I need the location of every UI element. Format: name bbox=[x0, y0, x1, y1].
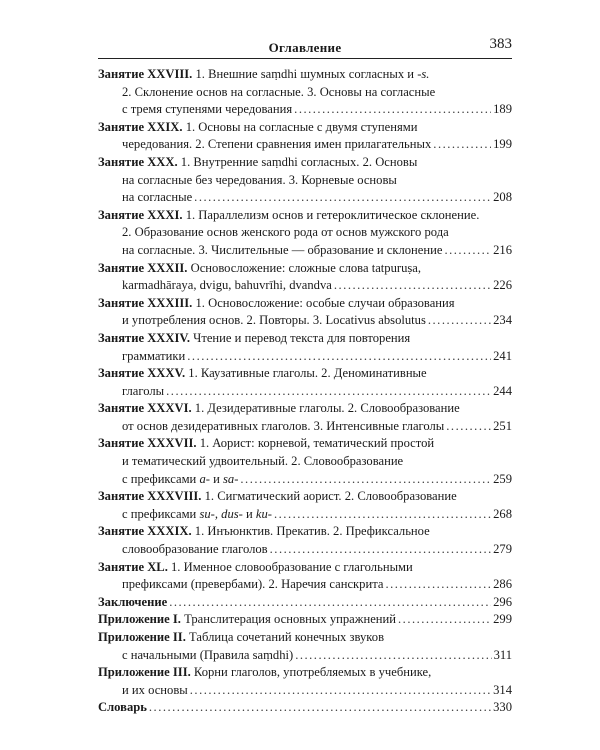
leader-dots bbox=[240, 471, 491, 489]
toc-entry[interactable] bbox=[98, 330, 512, 365]
leader-dots bbox=[194, 189, 491, 207]
toc-entry-line-text: словообразование глаголов bbox=[122, 542, 268, 557]
toc-entry-line bbox=[98, 84, 512, 102]
toc-entry-text bbox=[98, 699, 147, 717]
toc-entry-line bbox=[98, 682, 512, 700]
toc-entry-line bbox=[98, 295, 512, 313]
toc-entry[interactable] bbox=[98, 435, 512, 488]
toc-entry[interactable] bbox=[98, 207, 512, 260]
toc-entry-text bbox=[122, 101, 292, 119]
toc-entry-page: 259 bbox=[493, 471, 512, 486]
toc-entry-text bbox=[98, 295, 455, 313]
toc-entry-line-text: Транслитерация основных упражнений bbox=[184, 612, 397, 627]
toc-entry-label: Занятие XXXII. bbox=[98, 260, 188, 275]
toc-entry-text bbox=[122, 312, 426, 330]
toc-entry-line-text: 1. Основы на согласные с двумя ступенями bbox=[185, 119, 418, 134]
toc-entry-text bbox=[122, 189, 192, 207]
toc-entry[interactable] bbox=[98, 594, 512, 612]
toc-entry-line-text: 1. Основосложение: особые случаи образования bbox=[195, 295, 455, 310]
toc-entry-line bbox=[98, 506, 512, 524]
toc-entry-line-text: 1. Инъюнктив. Прекатив. 2. Префиксальное bbox=[194, 524, 430, 539]
toc-entry-label: Занятие XXVIII. bbox=[98, 67, 193, 81]
toc-entry-label: Занятие XXXIX. bbox=[98, 524, 192, 539]
toc-entry-page: 296 bbox=[493, 594, 512, 609]
toc-entry[interactable] bbox=[98, 295, 512, 330]
toc-entry-line-text: 1. Сигматический аорист. 2. Словообразование bbox=[204, 489, 457, 504]
leader-dots bbox=[274, 506, 491, 524]
toc-entry-text bbox=[122, 172, 397, 190]
toc-entry-label: Занятие XXXVIII. bbox=[98, 489, 202, 504]
toc-entry-line-text: глаголы bbox=[122, 383, 165, 398]
toc-entry-text bbox=[98, 400, 460, 418]
toc-entry[interactable] bbox=[98, 559, 512, 594]
toc-entry-line-text: 1. Дезидеративные глаголы. 2. Словообразование bbox=[194, 401, 460, 416]
toc-entry-line-text: на согласные без чередования. 3. Корневые основы bbox=[122, 172, 397, 187]
toc-entry-text bbox=[122, 506, 272, 524]
toc-entry-line-text: 1. Внешние saṃdhi шумных согласных и -s. bbox=[195, 67, 430, 81]
toc-entry-page: 251 bbox=[493, 418, 512, 433]
toc-entry-line bbox=[98, 611, 512, 629]
toc-entry-text bbox=[122, 576, 383, 594]
toc-entry-text bbox=[122, 277, 332, 295]
toc-entry-text bbox=[98, 594, 167, 612]
toc-entry-text bbox=[122, 383, 164, 401]
toc-entry-page: 234 bbox=[493, 313, 512, 328]
toc-entry-text bbox=[122, 136, 431, 154]
toc-entry-line bbox=[98, 647, 512, 665]
toc-entry-text bbox=[122, 418, 444, 436]
toc-entry-page: 314 bbox=[493, 682, 512, 697]
toc-entry-line-text: 1. Аорист: корневой, тематический простой bbox=[199, 436, 435, 451]
toc-entry-line-text: и их основы bbox=[122, 682, 188, 697]
toc-entry-line bbox=[98, 576, 512, 594]
toc-entry-label: Занятие XXIX. bbox=[98, 119, 183, 134]
toc-entry-line-text: 2. Склонение основ на согласные. 3. Основы на согласные bbox=[122, 84, 436, 99]
toc-entry-line bbox=[98, 312, 512, 330]
toc-entry-text bbox=[98, 207, 479, 225]
toc-entry-line-text: на согласные bbox=[122, 190, 193, 205]
toc-entry-line-text: с префиксами a- и sa- bbox=[122, 471, 239, 486]
toc-entry-line bbox=[98, 207, 512, 225]
toc-entry-text bbox=[98, 330, 410, 348]
toc-entry-page: 244 bbox=[493, 383, 512, 398]
toc-entry-text bbox=[122, 242, 442, 260]
toc-entry-page: 286 bbox=[493, 577, 512, 592]
leader-dots bbox=[169, 594, 491, 612]
toc-entry-line-text: грамматики bbox=[122, 348, 186, 363]
toc-entry-line-text: Корни глаголов, употребляемых в учебнике, bbox=[193, 665, 432, 680]
toc-entry-line bbox=[98, 365, 512, 383]
toc-entry-line bbox=[98, 189, 512, 207]
toc-entry-line bbox=[98, 119, 512, 137]
toc-entry-text bbox=[122, 224, 449, 242]
leader-dots bbox=[166, 383, 491, 401]
toc-entry-line bbox=[98, 435, 512, 453]
toc-entry-label: Занятие XXXVII. bbox=[98, 436, 197, 451]
toc-entry-line bbox=[98, 172, 512, 190]
toc-entry[interactable] bbox=[98, 154, 512, 207]
leader-dots bbox=[428, 312, 491, 330]
toc-entry[interactable] bbox=[98, 699, 512, 717]
toc-entry[interactable] bbox=[98, 365, 512, 400]
toc-entry[interactable] bbox=[98, 629, 512, 664]
toc-entry-line-text: Чтение и перевод текста для повторения bbox=[193, 330, 411, 345]
toc-entry-line-text: на согласные. 3. Числительные — образование и склонение bbox=[122, 242, 443, 257]
table-of-contents bbox=[98, 66, 512, 717]
toc-entry-text bbox=[98, 435, 434, 453]
leader-dots bbox=[385, 576, 491, 594]
toc-entry-text bbox=[122, 84, 435, 102]
toc-entry-label: Занятие XXXVI. bbox=[98, 401, 192, 416]
toc-entry-label: Приложение II. bbox=[98, 630, 186, 644]
toc-entry-line bbox=[98, 400, 512, 418]
toc-entry-text bbox=[98, 611, 396, 629]
toc-entry-line bbox=[98, 418, 512, 436]
toc-entry-page: 189 bbox=[493, 102, 512, 117]
toc-entry-line bbox=[98, 523, 512, 541]
toc-entry-text bbox=[122, 647, 293, 665]
toc-entry-line-text: чередования. 2. Степени сравнения имен прилагательных bbox=[122, 137, 432, 152]
toc-entry-line bbox=[98, 348, 512, 366]
leader-dots bbox=[190, 682, 491, 700]
toc-entry-text bbox=[98, 629, 384, 647]
toc-entry-line bbox=[98, 242, 512, 260]
toc-entry[interactable] bbox=[98, 523, 512, 558]
leader-dots bbox=[334, 277, 491, 295]
toc-entry-line-text: 1. Каузативные глаголы. 2. Деноминативные bbox=[188, 366, 427, 381]
toc-entry-line bbox=[98, 66, 512, 84]
leader-dots bbox=[433, 136, 491, 154]
leader-dots bbox=[187, 348, 491, 366]
toc-entry-line bbox=[98, 154, 512, 172]
toc-entry-text bbox=[98, 488, 457, 506]
toc-entry[interactable] bbox=[98, 400, 512, 435]
leader-dots bbox=[446, 418, 491, 436]
toc-entry-line-text: 2. Образование основ женского рода от основ мужского рода bbox=[122, 225, 449, 240]
toc-entry-line bbox=[98, 541, 512, 559]
toc-entry-line-text: Основосложение: сложные слова tatpuruṣa, bbox=[190, 260, 422, 275]
toc-entry-line-text: Таблица сочетаний конечных звуков bbox=[189, 630, 385, 644]
toc-entry-label: Занятие XXXIV. bbox=[98, 330, 190, 345]
toc-entry-line-text: и тематический удвоительный. 2. Словообразование bbox=[122, 454, 404, 469]
toc-entry-line bbox=[98, 277, 512, 295]
leader-dots bbox=[398, 611, 491, 629]
toc-entry[interactable] bbox=[98, 119, 512, 154]
leader-dots bbox=[444, 242, 491, 260]
running-header bbox=[98, 38, 512, 59]
toc-entry-line bbox=[98, 136, 512, 154]
toc-entry-line-text: karmadhāraya, dvigu, bahuvrīhi, dvandva bbox=[122, 278, 332, 293]
toc-entry-line-text: с начальными (Правила saṃdhi) bbox=[122, 647, 294, 662]
toc-entry-line bbox=[98, 629, 512, 647]
toc-entry-line bbox=[98, 488, 512, 506]
toc-entry-text bbox=[98, 66, 429, 84]
toc-entry-page: 330 bbox=[493, 700, 512, 715]
toc-entry-line-text: от основ дезидеративных глаголов. 3. Интенсивные глаголы bbox=[122, 418, 445, 433]
toc-entry-page: 208 bbox=[493, 190, 512, 205]
toc-entry[interactable] bbox=[98, 488, 512, 523]
toc-entry-text bbox=[122, 453, 403, 471]
toc-entry-page: 216 bbox=[493, 242, 512, 257]
toc-entry-page: 279 bbox=[493, 542, 512, 557]
toc-entry-label: Заключение bbox=[98, 594, 168, 609]
toc-entry-text bbox=[122, 471, 238, 489]
page-number: 383 bbox=[489, 36, 512, 52]
toc-entry-label: Приложение III. bbox=[98, 665, 191, 680]
toc-entry-label: Занятие XXXIII. bbox=[98, 295, 193, 310]
toc-entry-text bbox=[98, 523, 430, 541]
toc-entry[interactable] bbox=[98, 260, 512, 295]
toc-entry-page: 299 bbox=[493, 612, 512, 627]
toc-entry-text bbox=[122, 682, 188, 700]
toc-entry-page: 241 bbox=[493, 348, 512, 363]
toc-entry-line-text: и употребления основ. 2. Повторы. 3. Locativus absolutus bbox=[122, 313, 426, 328]
toc-entry-line-text: 1. Внутренние saṃdhi согласных. 2. Основы bbox=[180, 154, 418, 169]
toc-entry-line bbox=[98, 664, 512, 682]
toc-entry-text bbox=[98, 664, 431, 682]
toc-entry-line bbox=[98, 330, 512, 348]
toc-entry-line bbox=[98, 471, 512, 489]
toc-entry-line bbox=[98, 101, 512, 119]
toc-entry-line bbox=[98, 260, 512, 278]
toc-entry-line bbox=[98, 594, 512, 612]
toc-entry-line-text: с префиксами su-, dus- и ku- bbox=[122, 506, 272, 521]
toc-entry-text bbox=[98, 260, 421, 278]
leader-dots bbox=[270, 541, 491, 559]
toc-entry-line-text: 1. Именное словообразование с глагольными bbox=[171, 559, 413, 574]
leader-dots bbox=[294, 101, 491, 119]
toc-entry-text bbox=[122, 348, 185, 366]
toc-entry-line bbox=[98, 383, 512, 401]
toc-entry-line-text: префиксами (превербами). 2. Наречия санскрита bbox=[122, 577, 384, 592]
toc-entry[interactable] bbox=[98, 66, 512, 119]
toc-entry-text bbox=[98, 119, 417, 137]
toc-entry-text bbox=[98, 365, 427, 383]
toc-entry-label: Занятие XXXV. bbox=[98, 366, 186, 381]
toc-entry-text bbox=[98, 154, 417, 172]
leader-dots bbox=[149, 699, 491, 717]
toc-entry[interactable] bbox=[98, 611, 512, 629]
toc-entry-line-text: с тремя ступенями чередования bbox=[122, 102, 293, 117]
toc-entry-line bbox=[98, 699, 512, 717]
toc-entry-text bbox=[122, 541, 268, 559]
toc-entry-line bbox=[98, 559, 512, 577]
toc-entry-page: 268 bbox=[493, 506, 512, 521]
toc-entry[interactable] bbox=[98, 664, 512, 699]
toc-entry-line-text: 1. Параллелизм основ и гетероклитическое склонение. bbox=[185, 207, 480, 222]
toc-entry-page: 199 bbox=[493, 137, 512, 152]
toc-entry-page: 311 bbox=[493, 647, 512, 662]
toc-entry-label: Словарь bbox=[98, 700, 147, 715]
toc-entry-label: Приложение I. bbox=[98, 612, 181, 627]
toc-entry-line bbox=[98, 453, 512, 471]
toc-entry-line bbox=[98, 224, 512, 242]
page-title: Оглавление bbox=[268, 40, 342, 55]
toc-entry-label: Занятие XXX. bbox=[98, 154, 178, 169]
toc-entry-label: Занятие XL. bbox=[98, 559, 168, 574]
leader-dots bbox=[295, 647, 491, 665]
toc-entry-label: Занятие XXXI. bbox=[98, 207, 183, 222]
toc-entry-page: 226 bbox=[493, 278, 512, 293]
toc-entry-text bbox=[98, 559, 413, 577]
